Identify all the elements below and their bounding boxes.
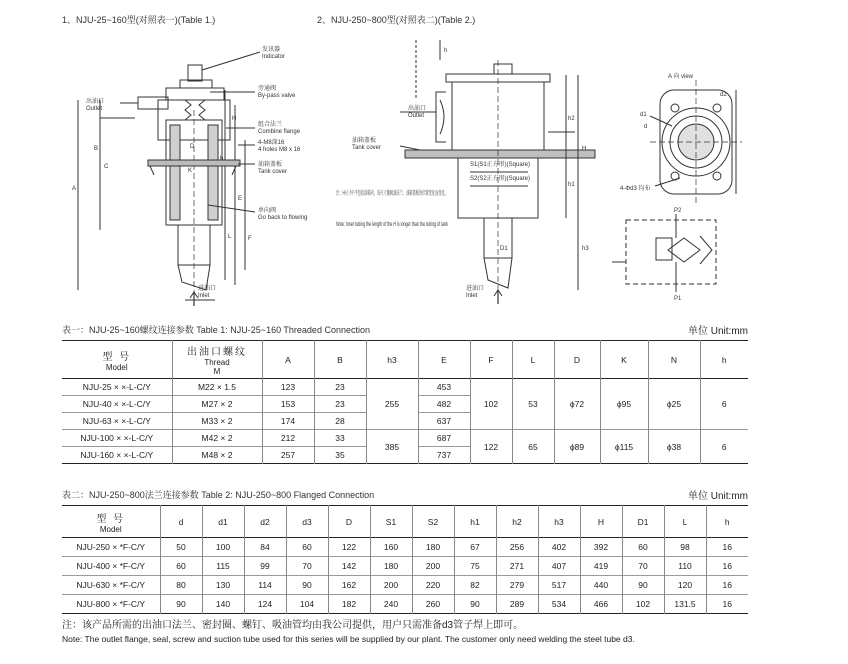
table2-header-d: d	[160, 506, 202, 538]
table2-cell-h: 16	[706, 538, 748, 557]
table2-cell-h: 16	[706, 557, 748, 576]
table2-cell-D1: 102	[622, 595, 664, 614]
table1-B: 28	[314, 413, 366, 430]
table1-K: ϕ95	[600, 379, 648, 430]
table2-cell-S2: 180	[412, 538, 454, 557]
table1-E: 737	[418, 447, 470, 464]
table1-model: NJU-40 × ×-L-C/Y	[62, 396, 172, 413]
table2-cell-L: 98	[664, 538, 706, 557]
table1-h: 6	[700, 379, 748, 430]
table2-cell-h2: 279	[496, 576, 538, 595]
table1-A: 153	[262, 396, 314, 413]
fig1-flange-cn: 组合法兰	[258, 122, 283, 128]
table2-caption: 表二：NJU-250~800法兰连接参数 Table 2: NJU-250~800 Flanged Connection	[62, 490, 375, 500]
fig2-inlet-cn: 进油口	[466, 286, 485, 292]
fig1-dim-h: h	[220, 156, 224, 162]
fig2-dim-h2: h2	[568, 116, 575, 122]
table1-D: ϕ72	[554, 379, 600, 430]
table1-header-F: F	[470, 341, 512, 379]
table1-h3: 255	[366, 379, 418, 430]
table2-cell-h: 16	[706, 576, 748, 595]
table2-cell-h3: 402	[538, 538, 580, 557]
fig1-dim-B: B	[94, 146, 99, 152]
table2-cell-S1: 160	[370, 538, 412, 557]
fig1-dim-H: H	[232, 116, 237, 122]
table1-model: NJU-100 × ×-L-C/Y	[62, 430, 172, 447]
table1-A: 174	[262, 413, 314, 430]
table1-model: NJU-63 × ×-L-C/Y	[62, 413, 172, 430]
table1-thread: M33 × 2	[172, 413, 262, 430]
table1-header-model: 型 号 Model	[102, 351, 132, 372]
fig2-dim-d: d	[644, 124, 648, 130]
table1-header-h: h	[700, 341, 748, 379]
fig1-dim-K: K	[188, 168, 193, 174]
fig1-outlet-cn: 出油口	[86, 99, 105, 105]
table2-cell-d2: 114	[244, 576, 286, 595]
table2-cell-S2: 200	[412, 557, 454, 576]
fig1-dim-A: A	[72, 186, 77, 192]
table2-header-h2: h2	[496, 506, 538, 538]
fig1-check-en: Go back to flowing	[258, 215, 308, 221]
table1-K: ϕ115	[600, 430, 648, 464]
fig2-dim-d2: d2	[720, 92, 727, 98]
fig2-view-label: A 向 view	[668, 74, 694, 80]
table2-cell-h2: 256	[496, 538, 538, 557]
table2-header-D: D	[328, 506, 370, 538]
table2-cell-D1: 60	[622, 538, 664, 557]
table1-h3: 385	[366, 430, 418, 464]
fig2-inlet-en: Inlet	[466, 293, 478, 299]
table2-header-h1: h1	[454, 506, 496, 538]
table1-model: NJU-25 × ×-L-C/Y	[82, 382, 151, 392]
fig2-tank-cover-en: Tank cover	[352, 145, 382, 151]
table2-cell-h1: 75	[454, 557, 496, 576]
fig2-s1: S1(S1正方形)(Square)	[470, 162, 531, 168]
table-row	[62, 595, 748, 614]
table2-cell-h3: 517	[538, 576, 580, 595]
fig2-dim-D1: D1	[500, 246, 508, 252]
table2-cell-d2: 124	[244, 595, 286, 614]
table2-header-L: L	[664, 506, 706, 538]
table2-cell-S1: 240	[370, 595, 412, 614]
table1-header-L: L	[512, 341, 554, 379]
table2-model: NJU-400 × *F-C/Y	[62, 557, 160, 576]
fig1-dim-D: D	[190, 144, 195, 150]
table2-header-D1: D1	[622, 506, 664, 538]
table1-F: 122	[470, 430, 512, 464]
fig2-dim-h: h	[444, 48, 448, 54]
figure-2-title: 2、NJU-250~800型(对照表二)(Table 2.)	[317, 15, 476, 25]
table2-cell-L: 120	[664, 576, 706, 595]
fig1-tank-cover-cn: 油箱盖板	[258, 162, 283, 168]
fig2-note-cn: 注：H尺寸中不包括油箱内，该尺寸随吸油法兰、油箱盖板的位置变化而变化。	[336, 191, 545, 197]
table-row	[62, 379, 748, 396]
table1-E: 637	[418, 413, 470, 430]
table2-cell-D1: 70	[622, 557, 664, 576]
table2-unit: 单位 Unit:mm	[688, 491, 748, 502]
table2-cell-d1: 100	[202, 538, 244, 557]
table2-header-h3: h3	[538, 506, 580, 538]
table2-cell-S1: 180	[370, 557, 412, 576]
table2-cell-d2: 84	[244, 538, 286, 557]
table1-N: ϕ38	[648, 430, 700, 464]
table1-B: 35	[314, 447, 366, 464]
fig2-note-en: Note: Inner tubing the length of the H is longer than the tubing of tank	[336, 222, 449, 228]
table2-model: NJU-250 × *F-C/Y	[76, 542, 146, 552]
table1-header-K: K	[600, 341, 648, 379]
table-row	[62, 430, 748, 447]
table2	[62, 505, 748, 614]
table2-cell-h3: 534	[538, 595, 580, 614]
table1-caption: 表一：NJU-25~160螺纹连接参数 Table 1: NJU-25~160 Threaded Connection	[62, 325, 370, 335]
table2-cell-H: 466	[580, 595, 622, 614]
table2-cell-H: 392	[580, 538, 622, 557]
table2-cell-L: 110	[664, 557, 706, 576]
note-cn: 注：该产品所需的出油口法兰、密封圈、螺钉、吸油管均由我公司提供，用户只需准备d3管子焊上即可。	[62, 620, 524, 631]
fig2-dim-P1: P1	[674, 296, 682, 302]
table1-N: ϕ25	[648, 379, 700, 430]
table1-L: 65	[512, 430, 554, 464]
fig2-dim-h1: h1	[568, 182, 575, 188]
table1-A: 123	[262, 379, 314, 396]
table1-header-thread: 出油口螺纹 Thread M	[172, 341, 262, 379]
table2-cell-S1: 200	[370, 576, 412, 595]
table2-body	[62, 538, 748, 614]
table2-cell-D1: 90	[622, 576, 664, 595]
note-en: Note: The outlet flange, seal, screw and suction tube used for this series will be supplied by our plant. The customer only need welding the steel tube d3.	[62, 634, 635, 644]
hydraulic-symbol	[612, 214, 716, 292]
table2-cell-d3: 104	[286, 595, 328, 614]
table2-cell-S2: 260	[412, 595, 454, 614]
table2-cell-d1: 130	[202, 576, 244, 595]
fig2-outlet-cn: 出油口	[408, 106, 427, 112]
fig1-indicator-en: Indicator	[262, 54, 286, 60]
table1-D: ϕ89	[554, 430, 600, 464]
table1-header-E: E	[418, 341, 470, 379]
fig2-dim-d1: d1	[640, 112, 647, 118]
table2-cell-h1: 90	[454, 595, 496, 614]
table1-h: 6	[700, 430, 748, 464]
table2-cell-h3: 407	[538, 557, 580, 576]
table2-cell-d3: 70	[286, 557, 328, 576]
table2-cell-d1: 140	[202, 595, 244, 614]
fig1-indicator-cn: 发讯器	[262, 47, 281, 53]
table2-cell-d2: 99	[244, 557, 286, 576]
fig1-inlet-cn: 进油口	[198, 286, 217, 292]
table1-thread: M48 × 2	[172, 447, 262, 464]
table2-cell-d3: 60	[286, 538, 328, 557]
technical-drawings	[0, 0, 848, 320]
table2-cell-H: 440	[580, 576, 622, 595]
table2-cell-h2: 271	[496, 557, 538, 576]
table1-E: 482	[418, 396, 470, 413]
table1-thread: M42 × 2	[172, 430, 262, 447]
table2-cell-h2: 289	[496, 595, 538, 614]
table1-thread: M27 × 2	[172, 396, 262, 413]
table1-unit: 单位 Unit:mm	[688, 326, 748, 337]
table2-cell-D: 162	[328, 576, 370, 595]
table1-model: NJU-160 × ×-L-C/Y	[62, 447, 172, 464]
fig1-flange-en: Combine flange	[258, 129, 301, 135]
fig2-tank-cover-cn: 油箱盖板	[352, 138, 377, 144]
table2-cell-D: 182	[328, 595, 370, 614]
table-row	[62, 576, 748, 595]
table1-header-A: A	[262, 341, 314, 379]
table1-header-N: N	[648, 341, 700, 379]
fig1-dim-E: E	[238, 196, 243, 202]
fig1-bypass-cn: 旁通阀	[258, 86, 277, 92]
table2-cell-d: 50	[160, 538, 202, 557]
table2-cell-D: 142	[328, 557, 370, 576]
table2-header-S2: S2	[412, 506, 454, 538]
fig1-dim-C: C	[104, 164, 109, 170]
fig1-tank-cover-en: Tank cover	[258, 169, 288, 175]
fig1-outlet-en: Outlet	[86, 106, 103, 112]
fig1-inlet-en: Inlet	[198, 293, 210, 299]
table2-cell-D: 122	[328, 538, 370, 557]
table1	[62, 340, 748, 464]
table2-header-h: h	[706, 506, 748, 538]
table1-E: 687	[418, 430, 470, 447]
fig1-check-cn: 单向阀	[258, 208, 277, 214]
figure-2-drawing	[400, 40, 595, 304]
table1-A: 257	[262, 447, 314, 464]
fig1-dim-L: L	[228, 234, 232, 240]
table1-B: 33	[314, 430, 366, 447]
table1-F: 102	[470, 379, 512, 430]
fig1-bolt-en: 4 holes M8 x 16	[258, 147, 301, 153]
table1-B: 23	[314, 396, 366, 413]
table1-E: 453	[418, 379, 470, 396]
table1-header-h3: h3	[366, 341, 418, 379]
table2-header-d2: d2	[244, 506, 286, 538]
figure-1-title: 1、NJU-25~160型(对照表一)(Table 1.)	[62, 15, 216, 25]
table2-cell-d: 80	[160, 576, 202, 595]
table2-model: NJU-800 × *F-C/Y	[62, 595, 160, 614]
table2-cell-L: 131.5	[664, 595, 706, 614]
table2-header-d1: d1	[202, 506, 244, 538]
table1-thread: M22 × 1.5	[172, 379, 262, 396]
table2-model: NJU-630 × *F-C/Y	[62, 576, 160, 595]
table-row	[62, 538, 748, 557]
fig1-bypass-en: By-pass valve	[258, 93, 296, 99]
table2-cell-h: 16	[706, 595, 748, 614]
table1-L: 53	[512, 379, 554, 430]
table1-header-B: B	[314, 341, 366, 379]
table2-cell-d: 90	[160, 595, 202, 614]
table-row	[62, 557, 748, 576]
table2-header-S1: S1	[370, 506, 412, 538]
fig2-holes-label: 4-Φd3 均布	[620, 186, 651, 192]
table1-header-D: D	[554, 341, 600, 379]
table2-cell-h1: 82	[454, 576, 496, 595]
table2-header-H: H	[580, 506, 622, 538]
fig2-dim-H: H	[582, 146, 587, 152]
flange-view	[650, 80, 742, 204]
fig2-outlet-en: Outlet	[408, 113, 425, 119]
table2-header-model: 型 号 Model	[96, 513, 126, 534]
fig1-bolt-cn: 4-M8深16	[258, 140, 285, 146]
table2-header-d3: d3	[286, 506, 328, 538]
table2-cell-d3: 90	[286, 576, 328, 595]
fig2-dim-h3: h3	[582, 246, 589, 252]
table1-A: 212	[262, 430, 314, 447]
table2-cell-d1: 115	[202, 557, 244, 576]
fig2-s2: S2(S2正方形)(Square)	[470, 176, 531, 182]
table2-cell-H: 419	[580, 557, 622, 576]
table2-cell-S2: 220	[412, 576, 454, 595]
figure-1-drawing	[78, 52, 260, 306]
table2-cell-h1: 67	[454, 538, 496, 557]
table1-B: 23	[314, 379, 366, 396]
table2-cell-d: 60	[160, 557, 202, 576]
fig1-dim-F: F	[248, 236, 252, 242]
fig2-dim-P2: P2	[674, 208, 682, 214]
